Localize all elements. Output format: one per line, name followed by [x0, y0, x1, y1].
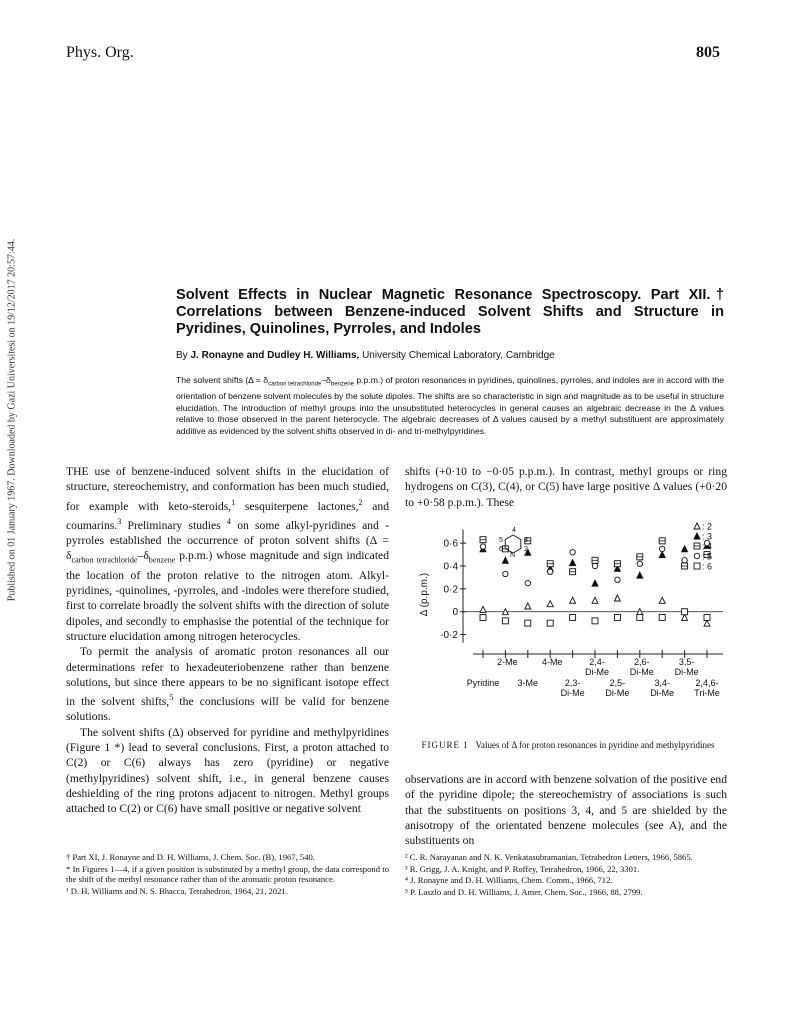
data-point-pos-6	[637, 614, 643, 620]
data-point-pos-3	[502, 557, 508, 563]
data-point-pos-6	[547, 620, 553, 626]
data-point-pos-6	[659, 614, 665, 620]
footnote: ³ R. Grigg, J. A. Knight, and P. Roffey, Tetrahedron, 1966, 22, 3301.	[405, 863, 640, 874]
paragraph: observations are in accord with benzene solvation of the positive end of the pyridine dipole; the stereochemistry of associations is such that the substituents on positions 3, 4, and 5 are shielded by the anisotropy of the orientated benzene molecules (see A), and the substituents on	[405, 773, 727, 848]
data-point-pos-5	[615, 577, 620, 582]
footnote: * In Figures 1—4, if a given position is substituted by a methyl group, the data correspond to the shift of the methyl resonance rather than of the aromatic proton resonance.	[66, 863, 389, 885]
paragraph	[66, 464, 389, 644]
data-point-pos-5	[503, 571, 508, 576]
legend-separator: :	[702, 521, 705, 532]
category-label: 3,5-	[678, 657, 695, 667]
data-point-pos-5	[592, 563, 597, 568]
text-run: on some alkyl-pyridines and -pyrroles established the occurrence of proton solvent shifts (Δ = δ	[66, 518, 389, 563]
text-run: To permit the analysis of aromatic proton resonances all our determinations refer to hexadeuteriobenzene rather than benzene solutions, but since there appears to be no significant isotope effect in the solvent shifts,	[66, 645, 389, 709]
left-column	[66, 464, 389, 816]
right-column-top	[405, 464, 727, 510]
y-tick-label: 0·2	[443, 584, 458, 596]
y-tick-label: 0·6	[443, 538, 458, 550]
category-label: Tri-Me	[694, 688, 720, 698]
category-label: Di-Me	[585, 667, 609, 677]
category-label: Di-Me	[629, 667, 654, 677]
figure-1	[405, 518, 727, 740]
legend-symbol	[694, 563, 700, 569]
data-point-pos-6	[480, 614, 486, 620]
y-tick-label: 0·4	[443, 561, 458, 573]
footnote: † Part XI, J. Ronayne and D. H. Williams, J. Chem. Soc. (B), 1967, 540.	[66, 852, 315, 862]
category-label: Di-Me	[560, 688, 585, 698]
data-point-pos-5	[660, 546, 665, 551]
data-point-pos-2	[547, 601, 553, 607]
footnote: ² C. R. Narayanan and N. K. Venkatasubramanian, Tetrahedron Letters, 1966, 5865.	[405, 852, 693, 862]
legend-label: 3	[707, 531, 713, 542]
data-point-pos-2	[592, 597, 598, 603]
legend-separator: :	[702, 551, 705, 562]
data-point-pos-5	[682, 558, 687, 563]
legend-symbol	[694, 523, 700, 529]
legend-label: 6	[707, 561, 713, 572]
paragraph	[66, 644, 389, 724]
legend-separator: :	[702, 531, 705, 542]
category-label: 2,5-	[609, 678, 626, 688]
category-label: 2,6-	[634, 657, 650, 667]
text-sub: benzene	[148, 555, 176, 565]
category-label: 2,4,6-	[695, 678, 719, 688]
data-point-pos-5	[525, 580, 530, 585]
footnotes-left	[66, 852, 389, 897]
figure-caption	[410, 740, 726, 751]
figure-caption-text: Values of Δ for proton resonances in pyridine and methylpyridines	[475, 740, 715, 750]
data-point-pos-6	[614, 614, 620, 620]
legend-symbol	[694, 553, 699, 558]
text-run: the conclusions will be valid for benzene solutions.	[66, 695, 389, 724]
figure-label: FIGURE 1	[421, 740, 469, 750]
data-point-pos-3	[570, 560, 576, 566]
footnote: ¹ D. H. Williams and N. S. Bhacca, Tetrahedron, 1964, 21, 2021.	[66, 885, 288, 896]
data-point-pos-3	[659, 552, 665, 558]
abstract-text: –δ	[321, 375, 331, 385]
footnote: ⁴ J. Ronayne and D. H. Williams, Chem. Comm., 1966, 712.	[405, 875, 613, 886]
text-run: and coumarins.	[66, 499, 390, 532]
text-run: p.p.m.) whose magnitude and sign indicated the location of the proton relative to the nitrogen atom. Alkyl-pyridines, -quinolines, -pyrroles, and -indoles were therefore studied, first to correlate broadly the solvent shifts with the direction of solute dipoles, and secondly to emphasise the potential of the technique for structure elucidation among nitrogen heterocycles.	[66, 549, 389, 643]
byline-by: By	[176, 350, 188, 361]
affiliation: University Chemical Laboratory, Cambridge	[362, 350, 555, 361]
ref-mark: 5	[169, 693, 174, 703]
data-point-pos-5	[570, 550, 575, 555]
category-label: 2,3-	[564, 678, 581, 688]
footnote: ⁵ P. Laszlo and D. H. Williams, J. Amer. Chem. Soc., 1966, 88, 2799.	[405, 886, 643, 897]
data-point-pos-6	[592, 618, 598, 624]
y-axis-label: Δ (p.p.m.)	[419, 572, 430, 617]
category-label: 4-Me	[541, 657, 563, 667]
text-sub: carbon tetrachloride	[71, 555, 138, 565]
footnotes-right	[405, 852, 727, 898]
ring-position-label: 4	[512, 527, 516, 534]
download-watermark-text: Published on 01 January 1967. Downloaded by Gazi Universitesi on 19/12/2017 20:57:44.	[6, 238, 18, 602]
category-label: 3-Me	[517, 678, 539, 688]
ref-mark: 4	[226, 516, 231, 526]
category-label: Di-Me	[605, 688, 630, 698]
legend-label: 5	[707, 551, 713, 562]
ring-position-label: 3	[524, 537, 528, 544]
data-point-pos-5	[480, 544, 485, 549]
y-tick-label: -0·2	[440, 630, 458, 642]
legend-label: 2	[707, 521, 713, 532]
ring-position-label: 5	[499, 537, 503, 544]
category-label: Di-Me	[674, 667, 699, 677]
data-point-pos-2	[704, 620, 710, 626]
text-run: THE use of benzene-induced solvent shifts in the elucidation of structure, stereochemistry, and conformation has been much studied, for example with keto-steroids,	[66, 465, 389, 513]
right-column-bottom	[405, 772, 727, 848]
article-title: Solvent Effects in Nuclear Magnetic Resonance Spectroscopy. Part XII.† Correlations between Benzene-induced Solvent Shifts and Structure in Pyridines, Quinolines, Pyrroles, and Indoles	[176, 287, 724, 337]
data-point-pos-6	[682, 609, 688, 615]
category-label: 2,4-	[589, 657, 605, 667]
data-point-pos-2	[570, 597, 576, 603]
ref-mark: 3	[117, 516, 122, 526]
text-run: –δ	[137, 549, 149, 563]
data-point-pos-2	[525, 603, 531, 609]
ref-mark: 2	[358, 497, 363, 507]
data-point-pos-2	[659, 597, 665, 603]
figure-1-chart	[405, 518, 727, 740]
abstract-sub: benzene	[330, 381, 354, 388]
ref-mark: 1	[231, 497, 236, 507]
data-point-pos-6	[570, 614, 576, 620]
abstract-text: The solvent shifts (Δ = δ	[176, 375, 269, 385]
data-point-pos-3	[637, 572, 643, 578]
ring-position-label: 2	[524, 546, 528, 553]
category-label: 3,4-	[654, 678, 670, 688]
data-point-pos-5	[637, 561, 642, 566]
legend-symbol	[694, 533, 700, 539]
legend-separator: :	[702, 561, 705, 572]
abstract-sub: carbon tetrachloride	[268, 381, 322, 388]
data-point-pos-3	[592, 580, 598, 586]
data-point-pos-6	[525, 620, 531, 626]
ring-nitrogen-label: N	[510, 552, 516, 559]
running-header-journal: Phys. Org.	[66, 44, 134, 61]
category-label: Pyridine	[466, 678, 500, 688]
data-point-pos-6	[704, 614, 710, 620]
byline	[176, 350, 555, 361]
data-point-pos-2	[682, 614, 688, 620]
y-tick-label: 0	[452, 607, 458, 619]
data-point-pos-6	[502, 618, 508, 624]
page-number: 805	[696, 44, 720, 61]
legend-separator: :	[702, 541, 705, 552]
category-label: Di-Me	[650, 688, 675, 698]
category-label: 2-Me	[497, 657, 518, 667]
legend-label: 4	[707, 541, 713, 552]
ring-position-label: 6	[499, 546, 503, 553]
pyridine-ring	[505, 535, 521, 553]
paragraph: shifts (+0·10 to −0·05 p.p.m.). In contrast, methyl groups or ring hydrogens on C(3), C(4), or C(5) have large positive Δ values (+0·20 to +0·58 p.p.m.). These	[405, 465, 727, 509]
text-run: sesquiterpene lactones,	[235, 499, 359, 513]
abstract-text: p.p.m.) of proton resonances in pyridines, quinolines, pyrroles, and indoles are in accord with the orientation of benzene solvent molecules by the solute dipoles. The shifts are so characteristic in sign and magnitude as to be useful in structure elucidation. The introduction of methyl groups into the unsubstituted heterocycles in general causes an algebraic decrease in the Δ values relative to those observed in the parent heterocycle. The algebraic decreases of Δ values caused by a methyl substituent are approximately additive as evidenced by the solvent shifts observed in di- and tri-methylpyridines.	[176, 375, 725, 436]
abstract	[176, 375, 724, 437]
data-point-pos-5	[548, 569, 553, 574]
text-run: Preliminary studies	[121, 518, 227, 532]
authors: J. Ronayne and Dudley H. Williams,	[190, 350, 360, 361]
data-point-pos-3	[682, 546, 688, 552]
download-watermark	[4, 220, 20, 620]
paragraph: The solvent shifts (Δ) observed for pyridine and methylpyridines (Figure 1 *) lead to several conclusions. First, a proton attached to C(2) or C(6) always has zero (pyridine) or negative (methylpyridines) solvent shift, i.e., in general benzene causes deshielding of the ring protons adjacent to nitrogen. Methyl groups attached to C(2) or C(6) have small positive or negative solvent	[66, 725, 389, 816]
data-point-pos-2	[480, 606, 486, 612]
data-point-pos-2	[614, 595, 620, 601]
